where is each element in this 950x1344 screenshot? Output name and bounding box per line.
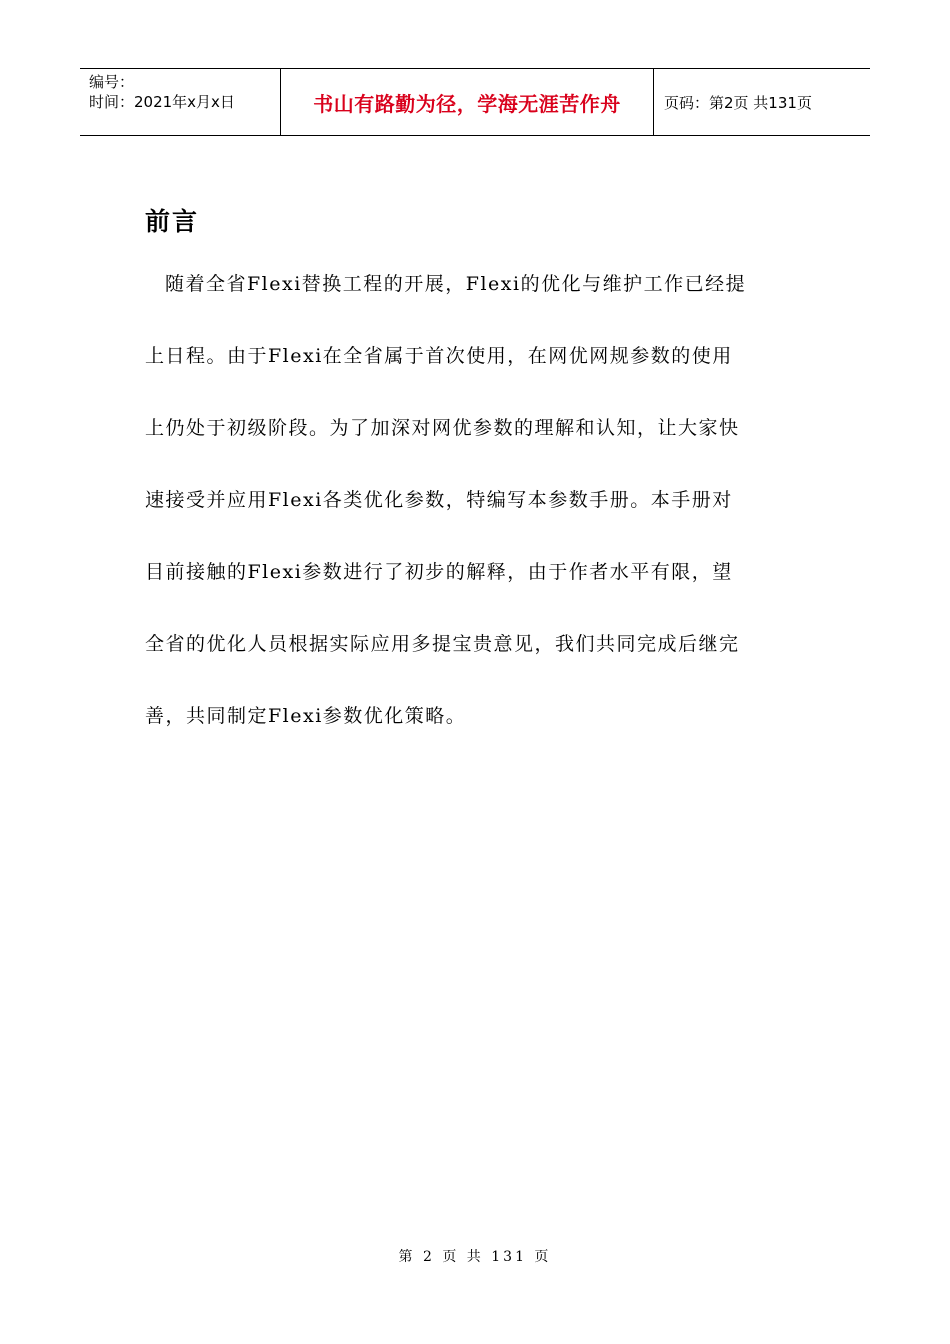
body-paragraph [145,267,815,771]
body-line: 速接受并应用Flexi各类优化参数，特编写本参数手册。本手册对 [145,489,733,511]
body-line: 全省的优化人员根据实际应用多提宝贵意见，我们共同完成后继完 [145,633,740,655]
section-title: 前言 [145,207,200,236]
body-line: 上日程。由于Flexi在全省属于首次使用，在网优网规参数的使用 [145,345,733,367]
document-number-label: 编号： [89,73,135,91]
page-header [80,68,870,136]
body-line: 上仍处于初级阶段。为了加深对网优参数的理解和认知，让大家快 [145,417,740,439]
page-footer: 第 2 页 共 131 页 [398,1249,552,1265]
body-line: 善，共同制定Flexi参数优化策略。 [145,705,467,727]
header-page-info: 页码：第2页 共131页 [664,93,812,112]
document-date-label: 时间：2021年x月x日 [89,93,235,111]
header-meta-cell [80,69,281,135]
header-motto: 书山有路勤为径，学海无涯苦作舟 [281,69,654,135]
body-line: 目前接触的Flexi参数进行了初步的解释，由于作者水平有限，望 [145,561,733,583]
body-line: 随着全省Flexi替换工程的开展，Flexi的优化与维护工作已经提 [165,273,747,295]
